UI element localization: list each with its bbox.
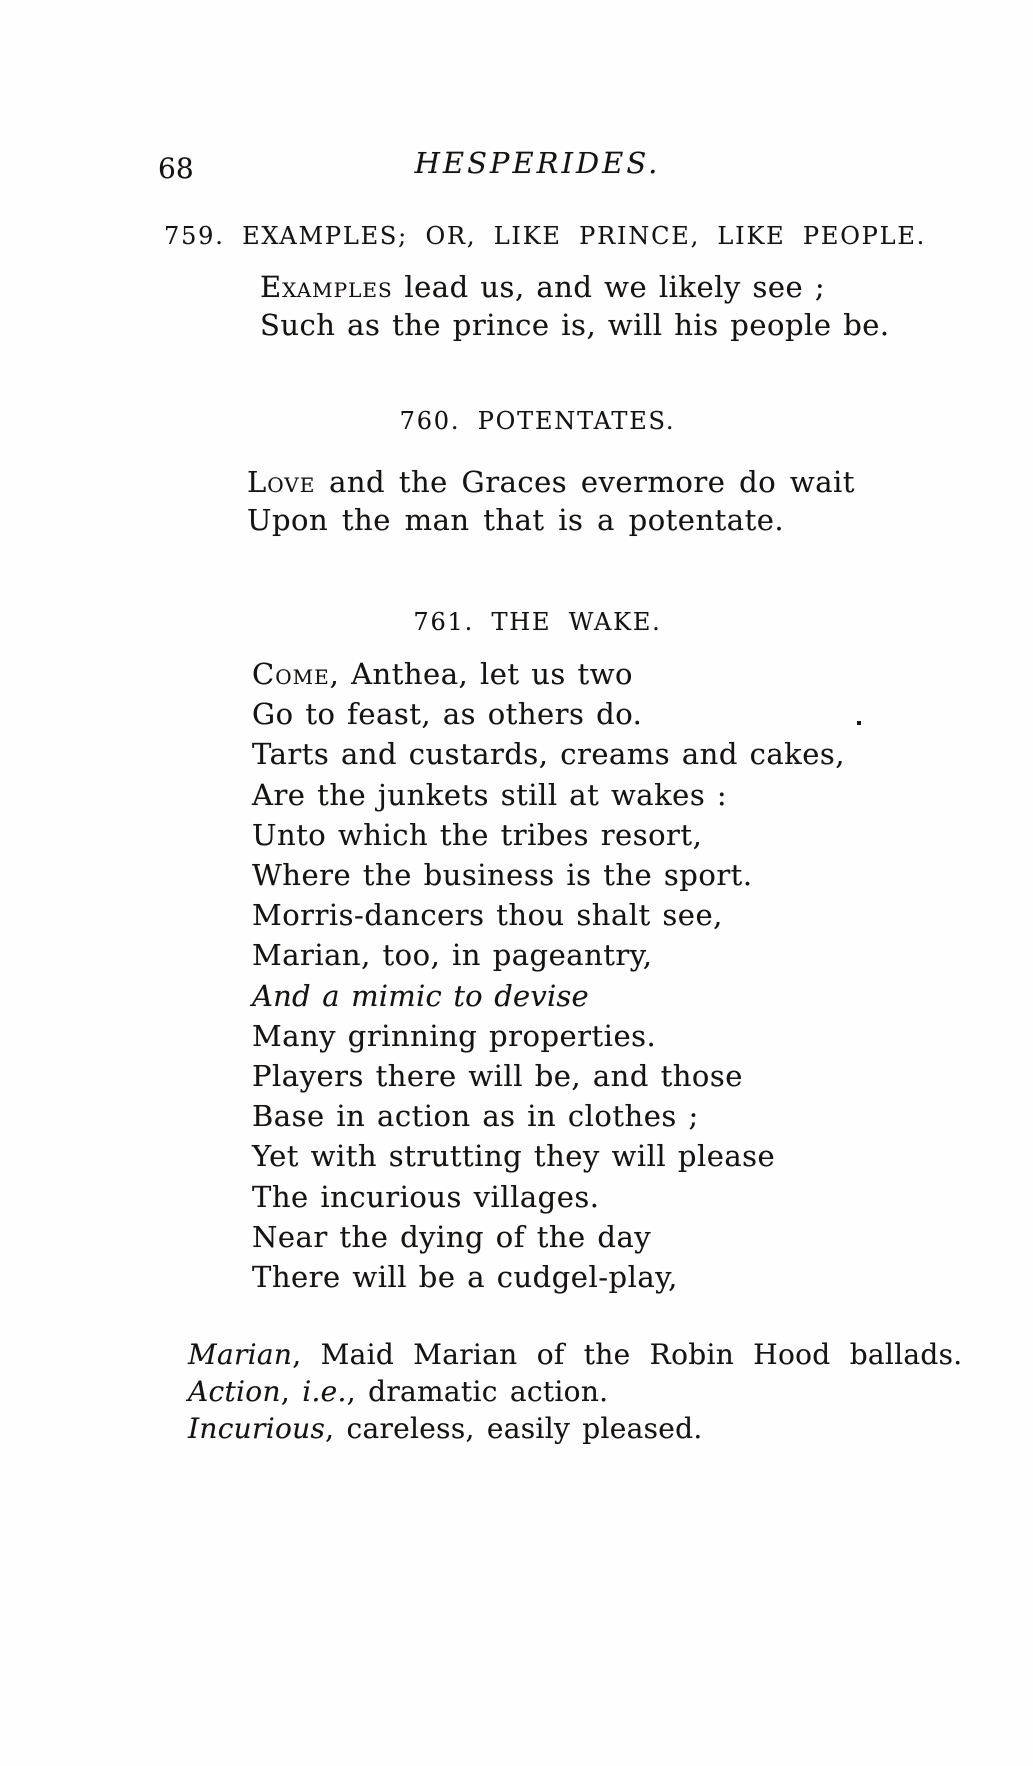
poem-line-text: and the Graces evermore do wait [315,465,855,499]
poem-line: There will be a cudgel-play, [252,1260,678,1295]
poem-760-body [247,463,855,539]
footnote-marian [188,1336,963,1373]
poem-line [247,463,855,501]
poem-line [252,654,845,694]
poem-759-body [260,268,890,344]
footnote-term-abbrev: i.e. [302,1375,347,1408]
footnote-text: , Maid Marian of the Robin Hood ballads. [292,1338,963,1371]
poem-opening-word: Examples [260,270,393,304]
footnotes-block [188,1336,963,1447]
footnote-text: , careless, easily pleased. [325,1412,703,1445]
poem-759-heading: 759. EXAMPLES; OR, LIKE PRINCE, LIKE PEOPLE. [164,222,927,250]
page-number: 68 [158,152,194,185]
footnote-action [188,1373,900,1410]
running-title: HESPERIDES. [414,146,661,180]
poem-opening-word: Love [247,465,316,499]
footnote-term: Action [188,1375,281,1408]
poem-line: Where the business is the sport. [252,858,753,893]
poem-line: Go to feast, as others do. [252,697,643,732]
poem-line: The incurious villages. [252,1179,600,1214]
poem-line: Are the junkets still at wakes : [252,777,728,812]
footnote-incurious [188,1410,900,1447]
poem-line-variant-italic: And a mimic to devise [252,978,589,1013]
poem-761-body [252,654,845,1297]
poem-line: Near the dying of the day [252,1219,652,1254]
poem-line: Morris-dancers thou shalt see, [252,898,723,933]
poem-line [260,268,890,306]
poem-760-heading: 760. POTENTATES. [399,407,676,435]
footnote-text: , dramatic action. [346,1375,609,1408]
poem-line: Such as the prince is, will his people be. [260,308,890,342]
poem-761-heading: 761. THE WAKE. [413,608,662,636]
scan-speck [857,721,861,725]
poem-line: Marian, too, in pageantry, [252,938,653,973]
poem-line: Players there will be, and those [252,1059,743,1094]
poem-line: Tarts and custards, creams and cakes, [252,737,846,772]
poem-opening-word: Come [252,657,330,691]
poem-line: Upon the man that is a potentate. [247,503,785,537]
footnote-term: Marian [188,1338,293,1371]
poem-line: Yet with strutting they will please [252,1139,776,1174]
poem-line: Many grinning properties. [252,1018,657,1053]
poem-line-text: , Anthea, let us two [329,657,633,691]
footnote-term: Incurious [188,1412,326,1445]
poem-line: Unto which the tribes resort, [252,817,703,852]
footnote-text: , [280,1375,303,1408]
poem-line: Base in action as in clothes ; [252,1099,699,1134]
poem-line-text: lead us, and we likely see ; [392,270,826,304]
